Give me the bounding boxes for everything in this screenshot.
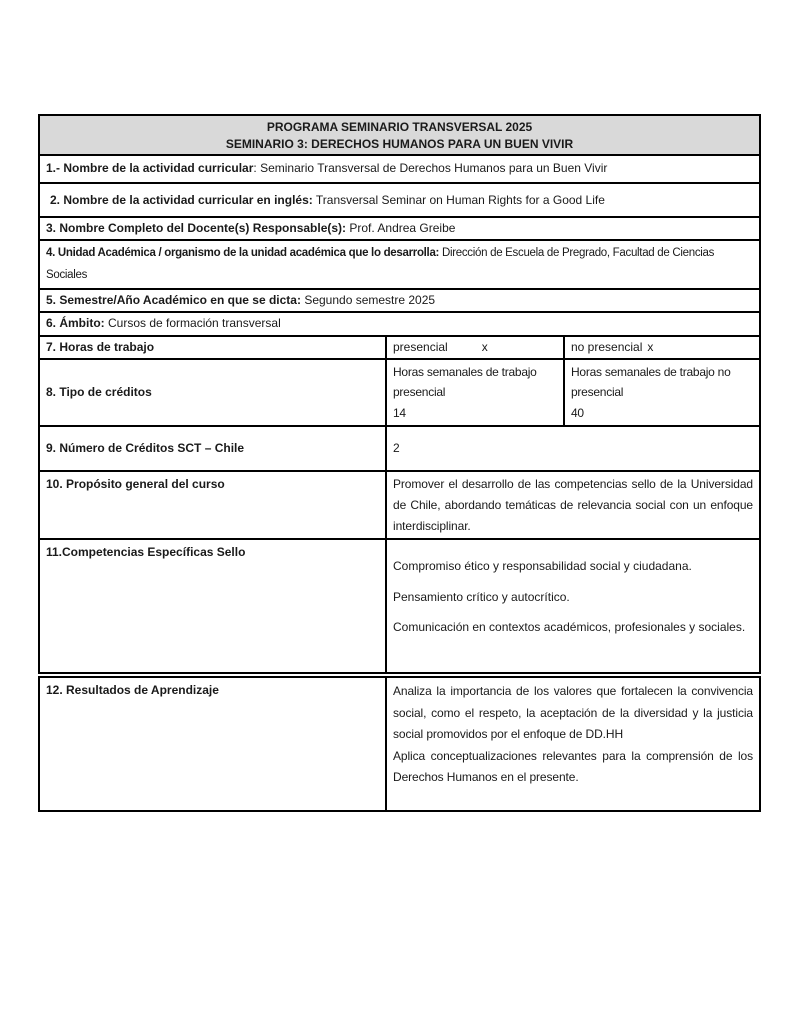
row-1-label: 1.- Nombre de la actividad curricular [46,161,254,176]
row-2-label: 2. Nombre de la actividad curricular en inglés: [50,192,313,207]
row-6-label: 6. Ámbito: [46,316,105,331]
row-5-cell [39,289,760,312]
presencial-checkmark: x [481,339,488,354]
row-2-cell [39,183,760,217]
row-5-label: 5. Semestre/Año Académico en que se dicta: [46,292,301,307]
row-7-label: 7. Horas de trabajo [39,336,386,359]
row-1-cell [39,155,760,183]
resultado-paragraph: Aplica conceptualizaciones relevantes para la comprensión de los Derechos Humanos en el presente. [393,748,753,785]
table-header-row [39,115,760,155]
row-6-cell [39,312,760,336]
row-tipo-creditos [39,359,760,426]
row-2-value: Transversal Seminar on Human Rights for a Good Life [312,192,605,207]
table-header-cell [39,115,760,155]
row-nombre-actividad [39,155,760,183]
row-12-label: 12. Resultados de Aprendizaje [39,677,386,811]
row-creditos-sct [39,426,760,471]
row-6-value: Cursos de formación transversal [104,316,281,331]
competencia-item: Pensamiento crítico y autocrítico. [393,589,570,604]
row-nombre-ingles [39,183,760,217]
row-9-label: 9. Número de Créditos SCT – Chile [39,426,386,471]
row-10-value: Promover el desarrollo de las competencias sello de la Universidad de Chile, abordando temáticas de relevancia social con un enfoque interdisciplinar. [386,471,760,539]
row-competencias [39,539,760,673]
row-docente [39,217,760,240]
header-line-2: SEMINARIO 3: DERECHOS HUMANOS PARA UN BUEN VIVIR [225,137,574,151]
resultado-paragraph: Analiza la importancia de los valores que fortalecen la convivencia social, como el respeto, la aceptación de la diversidad y la justicia social promovidos por el enfoque de DD.HH [393,684,753,742]
row-9-value: 2 [386,426,760,471]
row-3-value: Prof. Andrea Greibe [346,220,456,235]
row-4-cell [39,240,760,289]
row-4-label: 4. Unidad Académica / organismo de la unidad académica que lo desarrolla: [46,247,440,259]
row-horas-trabajo [39,336,760,359]
competencia-item: Comunicación en contextos académicos, profesionales y sociales. [393,620,746,635]
competencia-item: Compromiso ético y responsabilidad social y ciudadana. [393,558,692,573]
header-line-1: PROGRAMA SEMINARIO TRANSVERSAL 2025 [266,120,533,134]
row-3-label: 3. Nombre Completo del Docente(s) Responsable(s): [46,220,347,235]
row-ambito [39,312,760,336]
row-proposito [39,471,760,539]
no-presencial-label: no presencial [571,339,643,354]
row-semestre [39,289,760,312]
row-4-value: Dirección de Escuela de Pregrado, Facultad de Ciencias Sociales [46,247,715,282]
row-8-no-presencial-cell [564,359,760,426]
row-3-cell [39,217,760,240]
horas-presencial-text: Horas semanales de trabajo presencial [393,364,537,400]
row-5-value: Segundo semestre 2025 [300,292,436,307]
presencial-label: presencial [393,339,448,354]
row-12-content [386,677,760,811]
resultados-table [38,676,761,812]
row-8-label: 8. Tipo de créditos [39,359,386,426]
horas-presencial-value: 14 [393,406,406,421]
row-1-value: : Seminario Transversal de Derechos Humanos para un Buen Vivir [253,161,608,176]
row-7-no-presencial-cell [564,336,760,359]
horas-no-presencial-value: 40 [571,406,584,421]
horas-no-presencial-text: Horas semanales de trabajo no presencial [571,364,731,400]
row-unidad-academica [39,240,760,289]
row-8-presencial-cell [386,359,564,426]
row-11-label: 11.Competencias Específicas Sello [39,539,386,673]
no-presencial-checkmark: x [647,339,654,354]
row-7-presencial-cell [386,336,564,359]
row-resultados [39,677,760,811]
program-table [38,114,761,674]
row-11-content [386,539,760,673]
row-10-label: 10. Propósito general del curso [39,471,386,539]
